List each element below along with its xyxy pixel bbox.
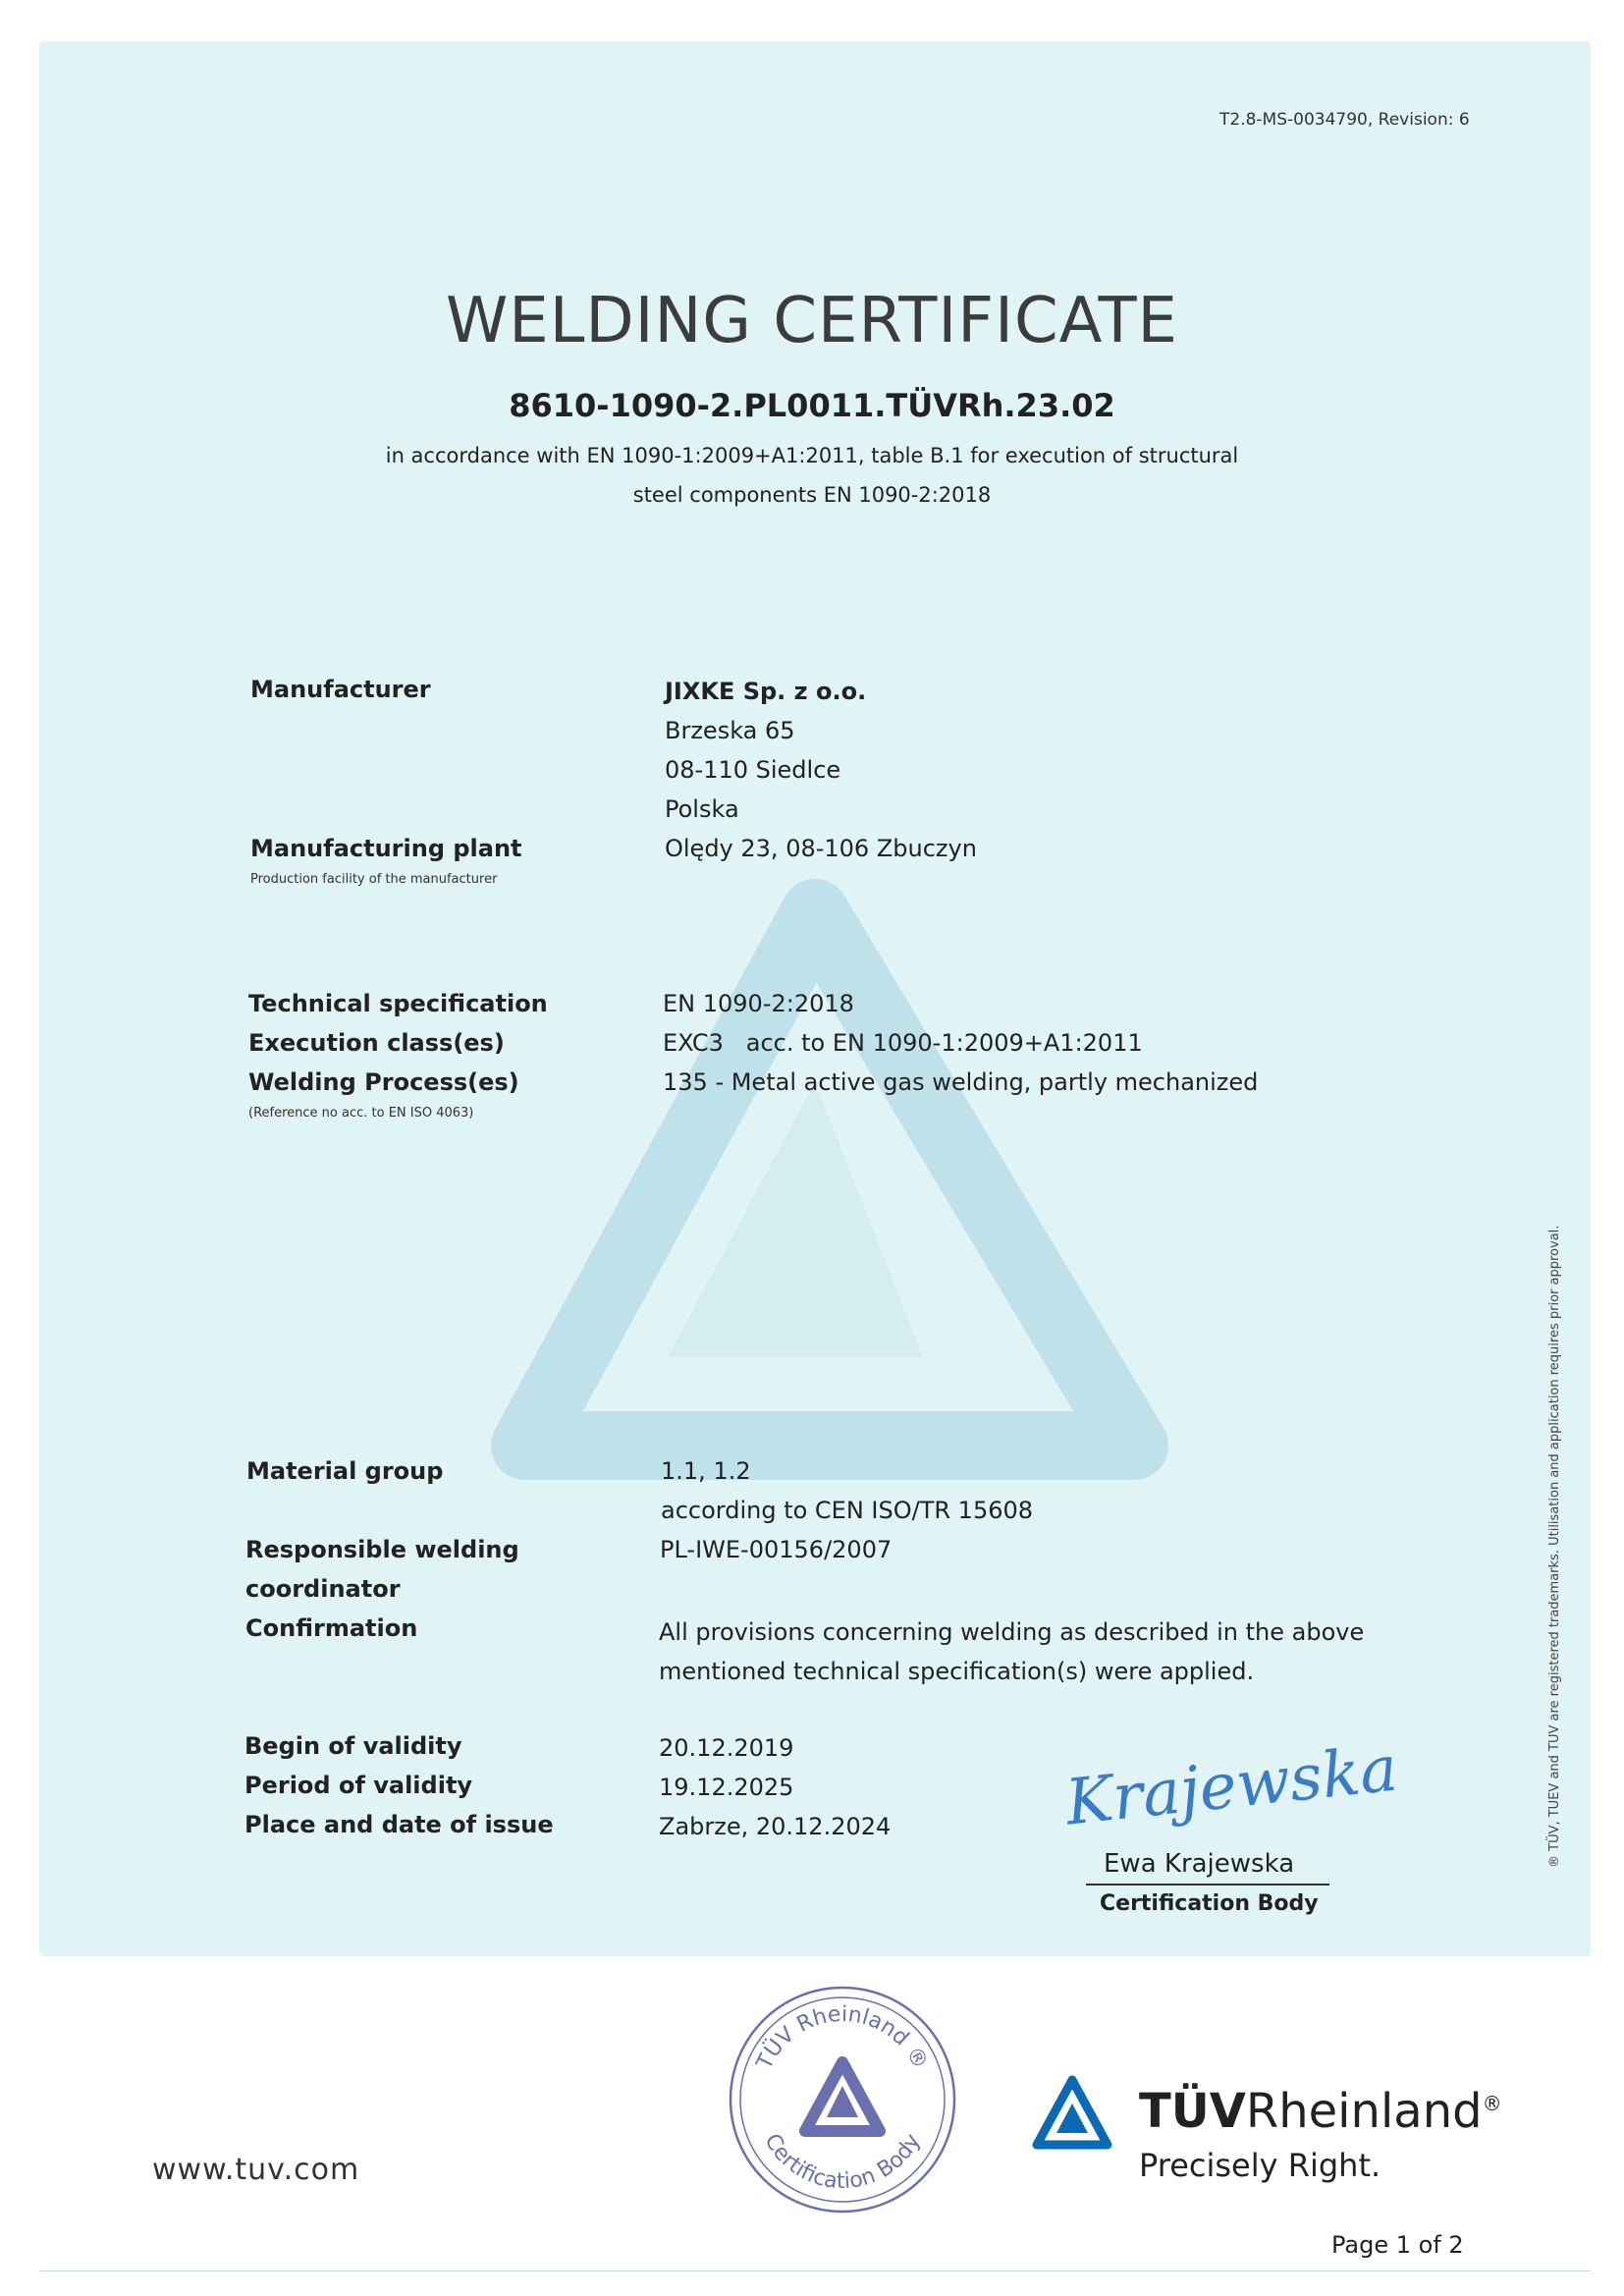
execution-class-value: EXC3 acc. to EN 1090-1:2009+A1:2011: [663, 1029, 1143, 1057]
confirmation-text-line-1: All provisions concerning welding as described in the above: [659, 1618, 1365, 1646]
signer-role: Certification Body: [1100, 1891, 1319, 1916]
page-number: Page 1 of 2: [1331, 2231, 1464, 2259]
place-date-label: Place and date of issue: [244, 1811, 554, 1838]
page-title: WELDING CERTIFICATE: [446, 285, 1178, 357]
confirmation-text-line-2: mentioned technical specification(s) were applied.: [659, 1658, 1255, 1685]
brand-tagline: Precisely Right.: [1139, 2147, 1381, 2184]
bottom-divider: [39, 2270, 1591, 2271]
manufacturer-city: 08-110 Siedlce: [665, 756, 841, 784]
period-validity-value: 19.12.2025: [659, 1774, 794, 1801]
welding-process-label: Welding Process(es): [248, 1068, 519, 1096]
document-reference: T2.8-MS-0034790, Revision: 6: [1219, 110, 1470, 130]
technical-spec-label: Technical specification: [248, 990, 548, 1017]
seal-bottom-text: Certification Body: [759, 2129, 926, 2195]
certification-seal-icon: [727, 1984, 958, 2215]
signature-line: [1086, 1884, 1329, 1886]
coordinator-label-line-2: coordinator: [245, 1575, 401, 1603]
certificate-number: 8610-1090-2.PL0011.TÜVRh.23.02: [509, 387, 1115, 424]
website-link[interactable]: www.tuv.com: [152, 2153, 360, 2187]
plant-sublabel: Production facility of the manufacturer: [250, 872, 498, 887]
manufacturer-label: Manufacturer: [250, 676, 431, 703]
welding-process-sublabel: (Reference no acc. to EN ISO 4063): [248, 1106, 474, 1121]
subtitle-line-1: in accordance with EN 1090-1:2009+A1:2011, table B.1 for execution of structural: [385, 444, 1239, 467]
trademark-note: ® TÜV, TUEV and TUV are registered trademarks. Utilisation and application requires prior approval.: [1547, 1225, 1562, 1868]
welding-process-value: 135 - Metal active gas welding, partly mechanized: [663, 1068, 1259, 1096]
technical-spec-value: EN 1090-2:2018: [663, 990, 854, 1017]
coordinator-value: PL-IWE-00156/2007: [660, 1536, 893, 1563]
brand-logo-wordmark: TÜVRheinland®: [1139, 2084, 1502, 2139]
plant-address: Olędy 23, 08-106 Zbuczyn: [665, 835, 977, 862]
signer-name: Ewa Krajewska: [1104, 1849, 1295, 1879]
begin-validity-label: Begin of validity: [244, 1732, 462, 1760]
manufacturer-country: Polska: [665, 795, 739, 823]
manufacturer-name: JIXKE Sp. z o.o.: [665, 678, 867, 705]
subtitle-line-2: steel components EN 1090-2:2018: [632, 483, 992, 507]
place-date-value: Zabrze, 20.12.2024: [659, 1813, 892, 1840]
material-group-label: Material group: [246, 1457, 444, 1485]
begin-validity-value: 20.12.2019: [659, 1734, 794, 1762]
material-group-reference: according to CEN ISO/TR 15608: [661, 1497, 1034, 1524]
confirmation-label: Confirmation: [245, 1614, 418, 1642]
seal-top-text: TÜV Rheinland ®: [752, 2001, 933, 2074]
tuv-triangle-logo-icon: [1031, 2074, 1113, 2151]
manufacturer-street: Brzeska 65: [665, 717, 795, 744]
material-group-value: 1.1, 1.2: [661, 1457, 751, 1485]
plant-label: Manufacturing plant: [250, 835, 522, 862]
execution-class-label: Execution class(es): [248, 1029, 505, 1057]
handwritten-signature: Krajewska: [1062, 1732, 1401, 1840]
period-validity-label: Period of validity: [244, 1772, 473, 1799]
coordinator-label: Responsible welding: [245, 1536, 519, 1563]
